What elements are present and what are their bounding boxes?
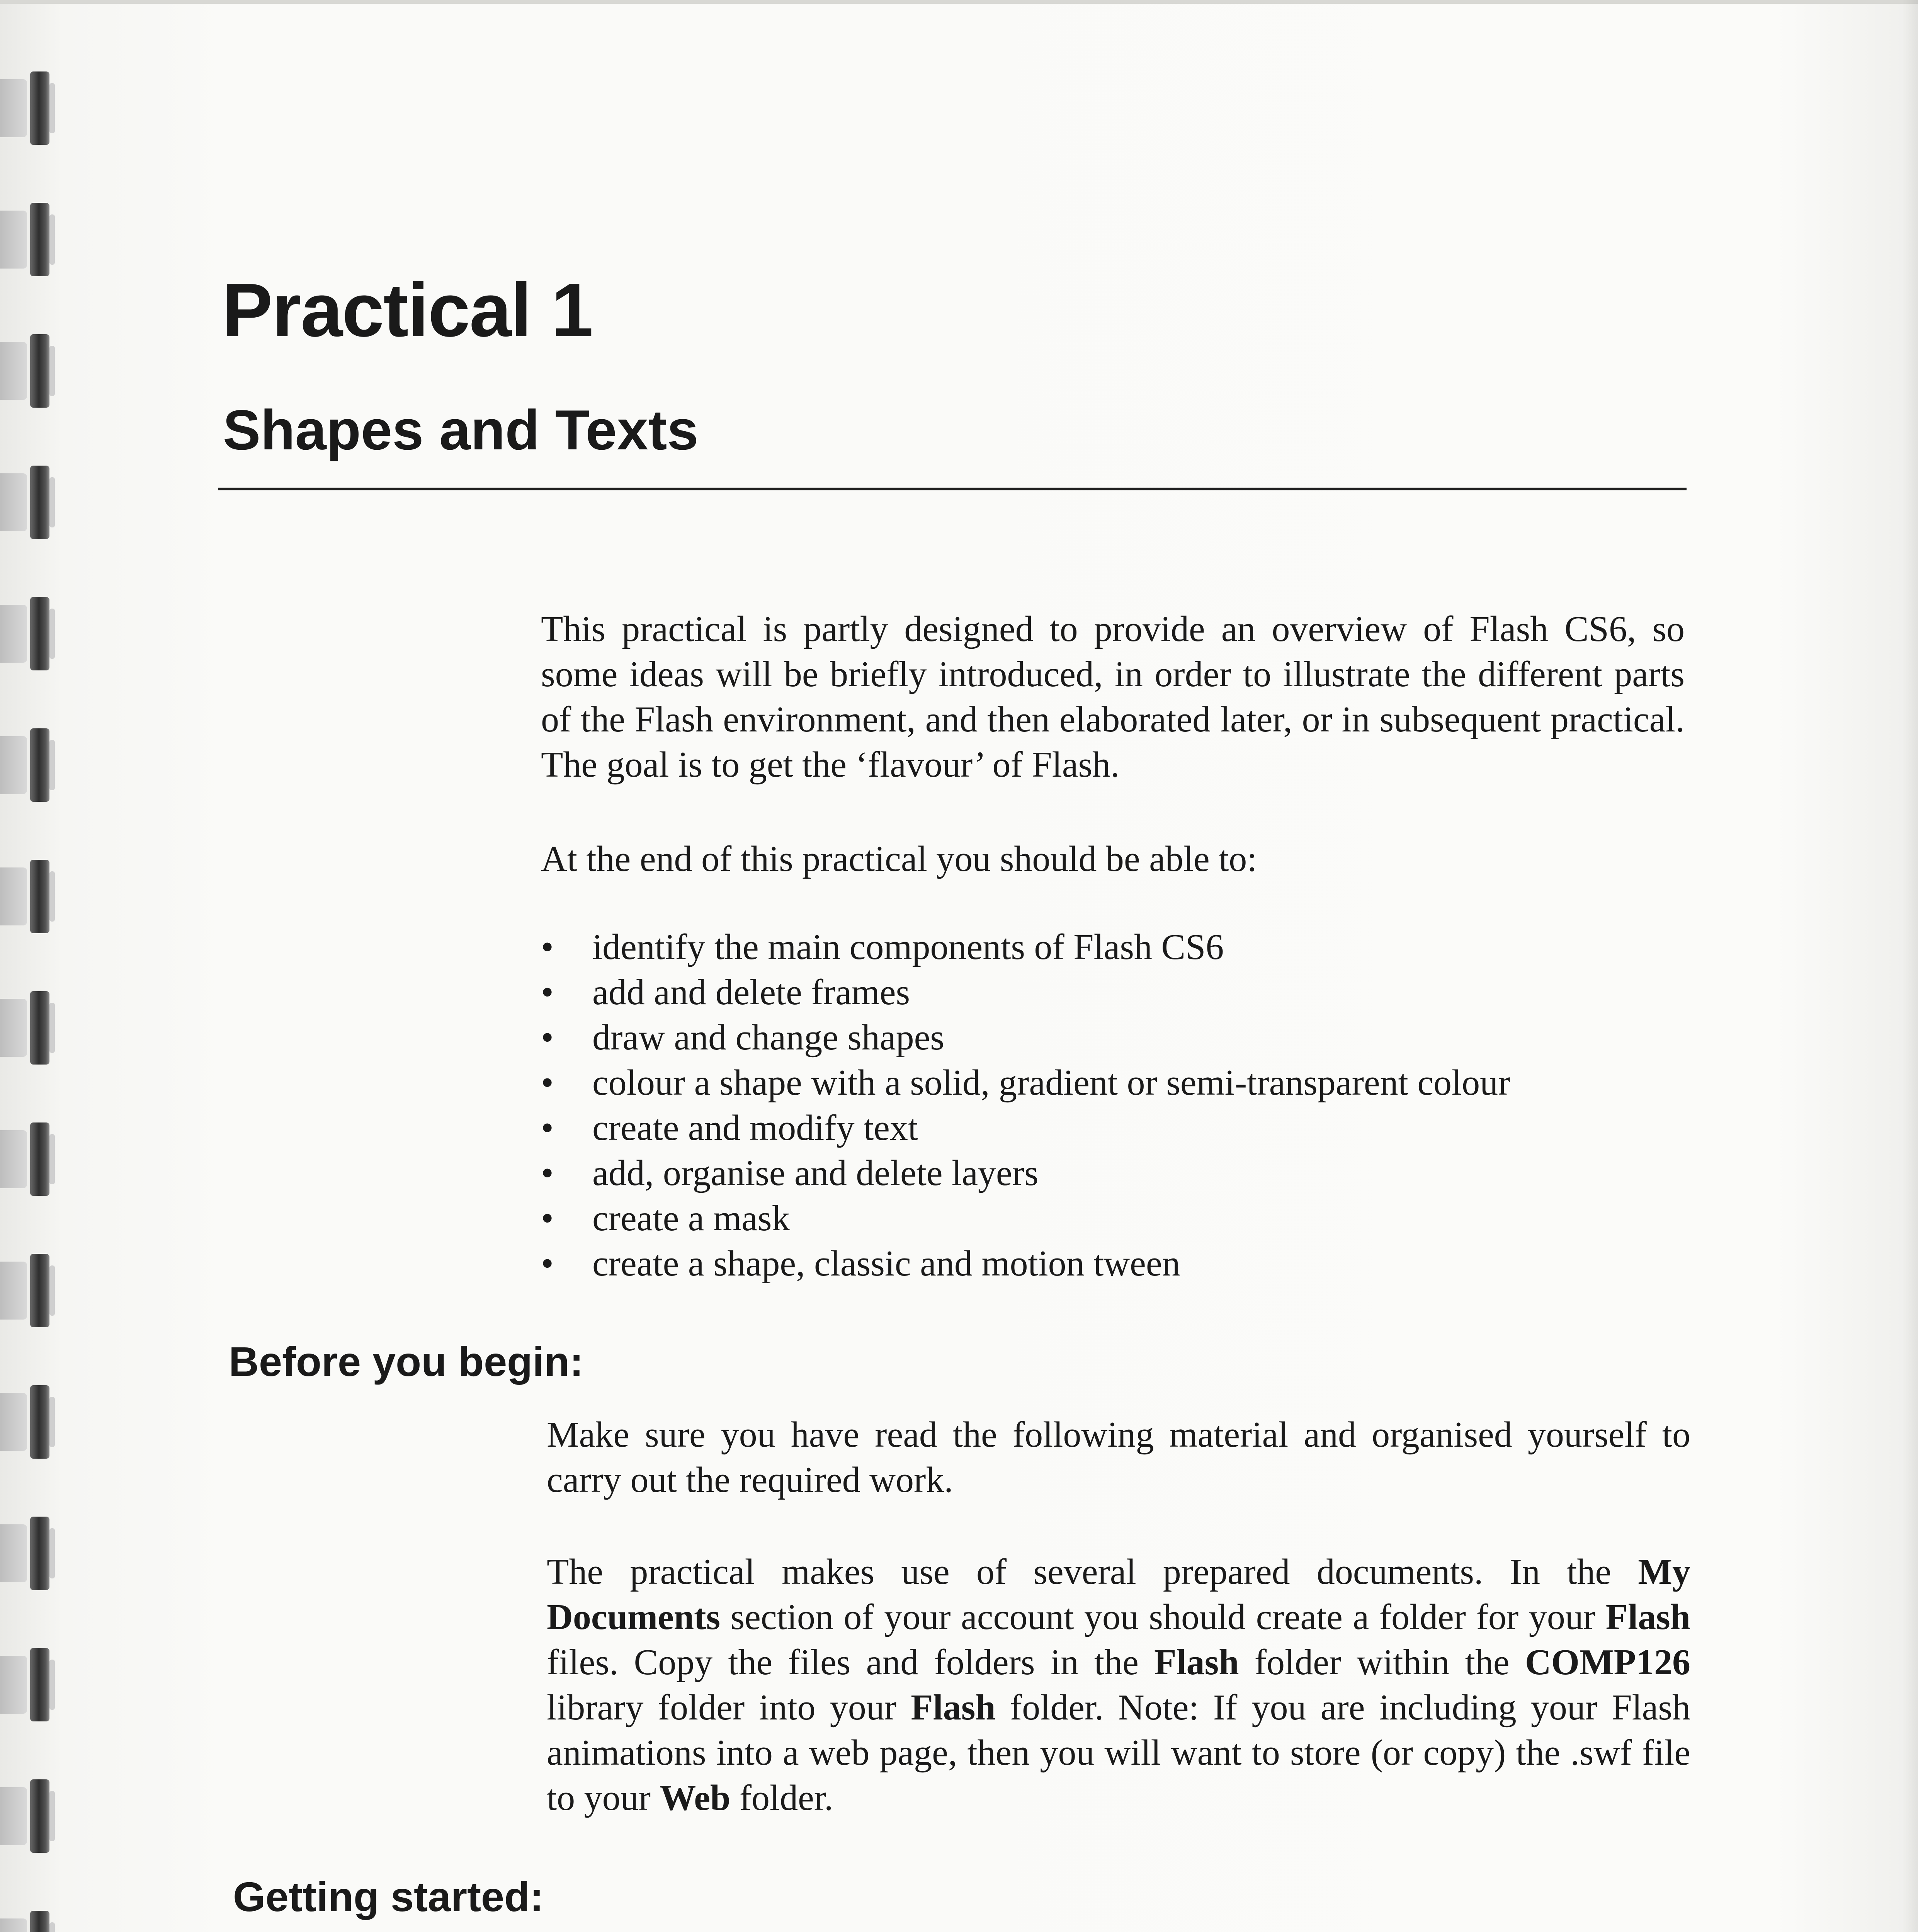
bold-term: My Documents <box>547 1552 1690 1637</box>
title-divider <box>218 488 1687 490</box>
binding-ring <box>0 597 58 670</box>
binding-ring <box>0 71 58 145</box>
binding-ring <box>0 1254 58 1327</box>
list-item: • create a shape, classic and motion tween <box>541 1241 1700 1286</box>
objectives-list <box>541 925 1700 1286</box>
before-paragraph-1: Make sure you have read the following material and organised yourself to carry out the required work. <box>547 1415 1690 1500</box>
binding-ring <box>0 1385 58 1459</box>
binding-ring <box>0 991 58 1065</box>
binding-ring <box>0 334 58 408</box>
page-right-shadow <box>1903 0 1918 1932</box>
binding-ring <box>0 728 58 802</box>
page-top-edge <box>0 0 1918 4</box>
list-item: • add and delete frames <box>541 970 1700 1015</box>
intro-paragraph: This practical is partly designed to provide an overview of Flash CS6, so some ideas will be briefly introduced, in order to illustrate the different parts of the Flash environment, and then elaborated later, or in subsequent practical. The goal is to get the ‘flavour’ of Flash. <box>541 609 1685 785</box>
list-item: • identify the main components of Flash CS6 <box>541 925 1700 970</box>
section-heading-getting-started: Getting started: <box>233 1873 544 1920</box>
page-subtitle: Shapes and Texts <box>223 398 699 461</box>
bold-term: Flash <box>1154 1642 1239 1682</box>
binding-ring <box>0 466 58 539</box>
bold-term: COMP126 <box>1525 1642 1690 1682</box>
bold-term: Web <box>660 1778 731 1818</box>
binding-ring <box>0 860 58 933</box>
spiral-binding <box>0 0 66 1932</box>
list-item: • create and modify text <box>541 1105 1700 1151</box>
bold-term: Flash <box>911 1687 996 1728</box>
section-heading-before-you-begin: Before you begin: <box>229 1338 584 1385</box>
binding-ring <box>0 1122 58 1196</box>
objectives-lead: At the end of this practical you should be able to: <box>541 839 1257 879</box>
binding-ring <box>0 1911 58 1932</box>
bold-term: Flash <box>1605 1597 1690 1637</box>
list-item: • add, organise and delete layers <box>541 1151 1700 1196</box>
binding-ring <box>0 203 58 276</box>
list-item: • colour a shape with a solid, gradient or semi-transparent colour <box>541 1060 1700 1105</box>
binding-ring <box>0 1517 58 1590</box>
binding-ring <box>0 1648 58 1721</box>
list-item: • create a mask <box>541 1196 1700 1241</box>
before-paragraph-2: The practical makes use of several prepared documents. In the My Documents section of your account you should create a folder for your Flash files. Copy the files and folders in the Flash folder within the COMP126 library folder into your Flash folder. Note: If you are including your Flash animations into a web page, then you will want to store (or copy) the .swf file to your Web folder. <box>547 1552 1690 1818</box>
list-item: • draw and change shapes <box>541 1015 1700 1060</box>
binding-ring <box>0 1779 58 1853</box>
page-title: Practical 1 <box>222 268 593 352</box>
